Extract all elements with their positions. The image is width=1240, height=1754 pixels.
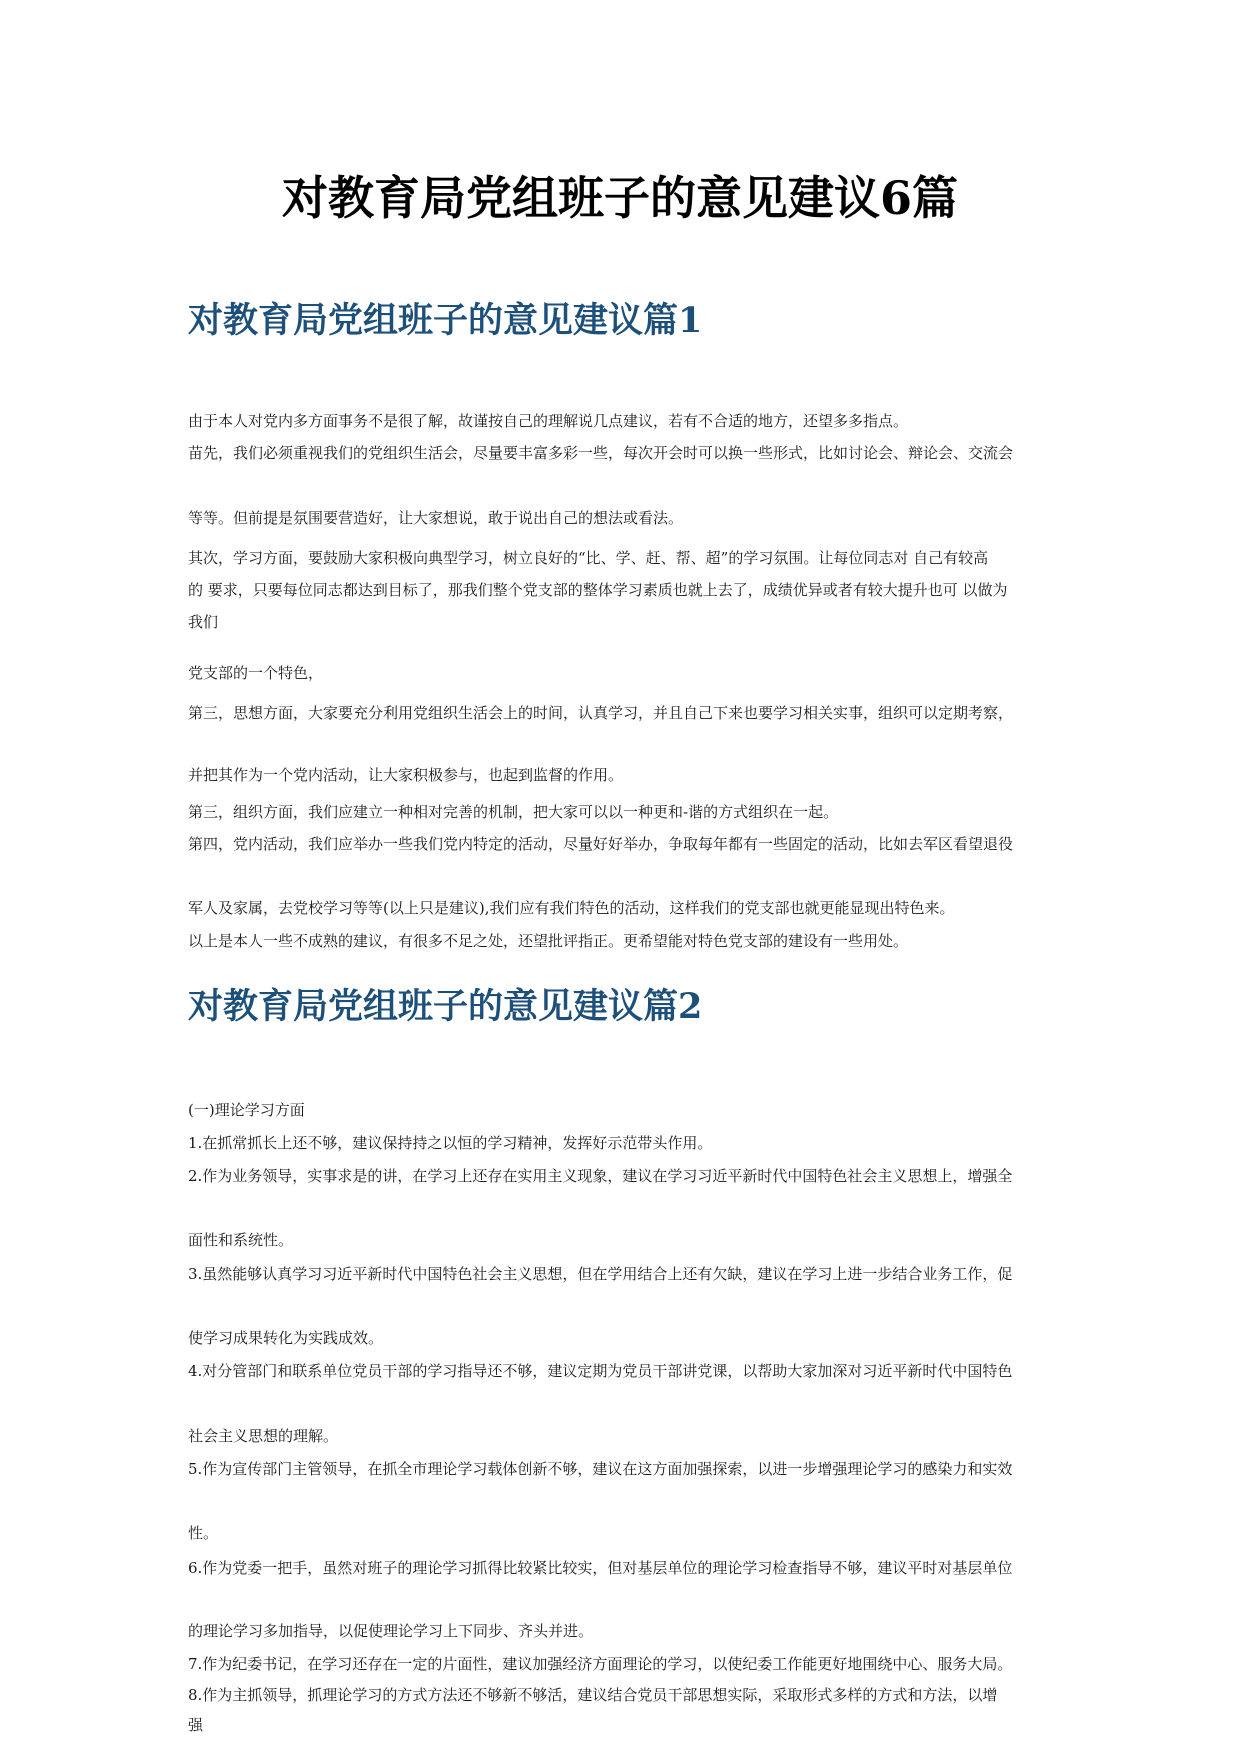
paragraph-line: 4.对分管部门和联系单位党员干部的学习指导还不够，建议定期为党员干部讲党课，以帮助大家加深对习近平新时代中国特色 <box>188 1362 1013 1380</box>
section-heading-2: 对教育局党组班子的意见建议篇2 <box>188 986 703 1027</box>
paragraph-line: 3.虽然能够认真学习习近平新时代中国特色社会主义思想，但在学用结合上还有欠缺，建议在学习上进一步结合业务工作，促 <box>188 1265 1013 1283</box>
paragraph-line: 8.作为主抓领导，抓理论学习的方式方法还不够新不够活，建议结合党员干部思想实际，采取形式多样的方式和方法，以增 <box>188 1686 998 1704</box>
paragraph-line: 6.作为党委一把手，虽然对班子的理论学习抓得比较紧比较实，但对基层单位的理论学习检查指导不够，建议平时对基层单位 <box>188 1559 1013 1577</box>
paragraph-line: 强 <box>188 1716 204 1734</box>
paragraph-line: 其次，学习方面，要鼓励大家积极向典型学习，树立良好的“比、学、赶、帮、超”的学习氛围。让每位同志对 自己有较高 <box>188 549 989 567</box>
paragraph-line: (一)理论学习方面 <box>188 1101 305 1119</box>
paragraph-line: 的 要求，只要每位同志都达到目标了，那我们整个党支部的整体学习素质也就上去了，成绩优异或者有较大提升也可 以做为 <box>188 581 1008 599</box>
paragraph-line: 性。 <box>188 1524 219 1542</box>
paragraph-line: 第四，党内活动，我们应举办一些我们党内特定的活动，尽量好好举办，争取每年都有一些固定的活动，比如去军区看望退役 <box>188 835 1014 853</box>
paragraph-line: 的理论学习多加指导，以促使理论学习上下同步、齐头并进。 <box>188 1622 594 1640</box>
paragraph-line: 5.作为宣传部门主管领导，在抓全市理论学习载体创新不够，建议在这方面加强探索，以进一步增强理论学习的感染力和实效 <box>188 1460 1013 1478</box>
paragraph-line: 由于本人对党内多方面事务不是很了解，故谨按自己的理解说几点建议，若有不合适的地方，还望多多指点。 <box>188 412 909 430</box>
paragraph-line: 并把其作为一个党内活动，让大家积极参与，也起到监督的作用。 <box>188 766 624 784</box>
paragraph-line: 第三，组织方面，我们应建立一种相对完善的机制，把大家可以以一种更和-谐的方式组织在一起。 <box>188 803 839 821</box>
section-heading-1: 对教育局党组班子的意见建议篇1 <box>188 300 703 341</box>
paragraph-line: 面性和系统性。 <box>188 1231 294 1249</box>
document-title: 对教育局党组班子的意见建议6篇 <box>281 171 958 225</box>
paragraph-line: 2.作为业务领导，实事求是的讲，在学习上还存在实用主义现象，建议在学习习近平新时代中国特色社会主义思想上，增强全 <box>188 1167 1013 1185</box>
paragraph-line: 1.在抓常抓长上还不够，建议保持持之以恒的学习精神，发挥好示范带头作用。 <box>188 1134 713 1152</box>
paragraph-line: 军人及家属，去党校学习等等(以上只是建议),我们应有我们特色的活动，这样我们的党支部也就更能显现出特色来。 <box>188 899 955 917</box>
paragraph-line: 党支部的一个特色， <box>188 664 324 682</box>
paragraph-line: 7.作为纪委书记，在学习还存在一定的片面性，建议加强经济方面理论的学习，以使纪委工作能更好地围绕中心、服务大局。 <box>188 1655 1013 1673</box>
paragraph-line: 使学习成果转化为实践成效。 <box>188 1329 384 1347</box>
paragraph-line: 社会主义思想的理解。 <box>188 1427 339 1445</box>
paragraph-line: 等等。但前提是氛围要营造好，让大家想说，敢于说出自己的想法或看法。 <box>188 509 684 527</box>
paragraph-line: 苗先，我们必须重视我们的党组织生活会，尽量要丰富多彩一些，每次开会时可以换一些形式，比如讨论会、辩论会、交流会 <box>188 444 1014 462</box>
paragraph-line: 第三，思想方面，大家要充分利用党组织生活会上的时间，认真学习，并且自己下来也要学习相关实事，组织可以定期考察， <box>188 704 1014 722</box>
paragraph-line: 以上是本人一些不成熟的建议，有很多不足之处，还望批评指正。更希望能对特色党支部的建设有一些用处。 <box>188 932 909 950</box>
paragraph-line: 我们 <box>188 613 219 631</box>
